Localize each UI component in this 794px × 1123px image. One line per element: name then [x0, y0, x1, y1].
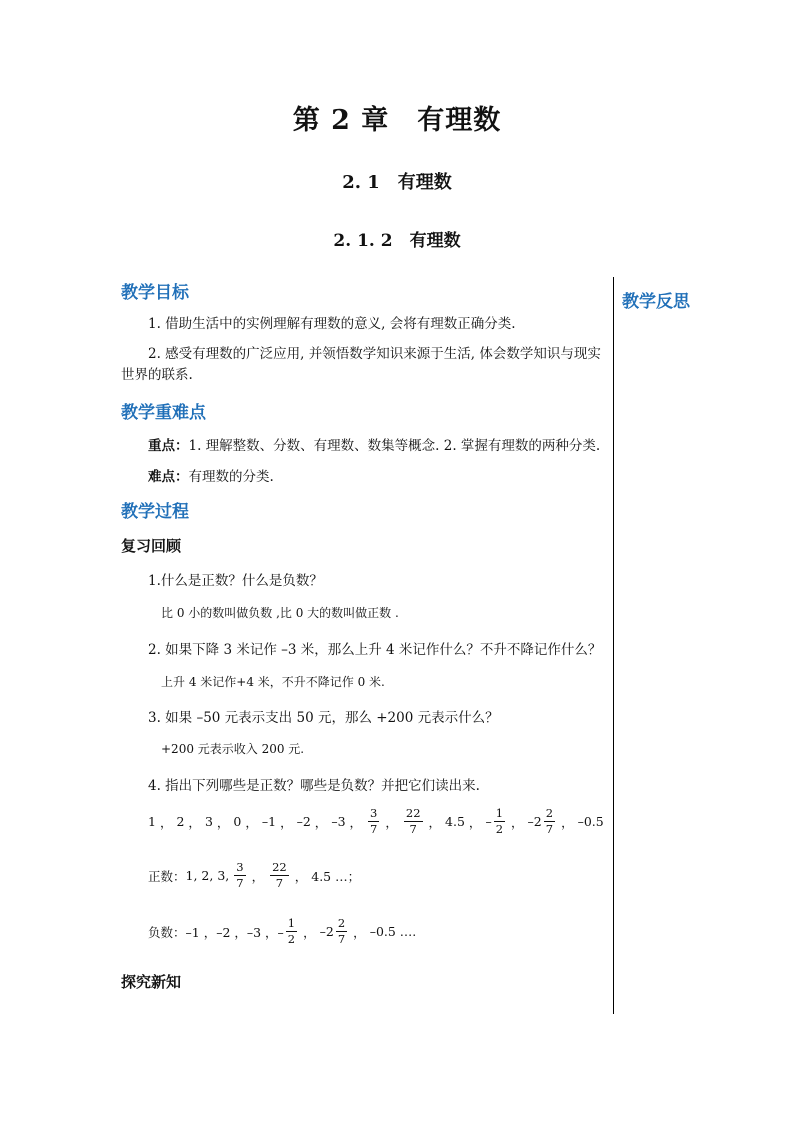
process-heading: 教学过程: [121, 502, 189, 522]
answer-1: 比 0 小的数叫做负数 ,比 0 大的数叫做正数 .: [161, 606, 399, 620]
negative-mixed-2-2-7: – 2 $\frac{2}{7}$: [319, 916, 346, 946]
positive-numbers: 正数： 1, 2, 3, $\frac{3}{7}$ ， $\frac{22}{7}$ ， 4.5 …；: [148, 860, 361, 890]
list-item: –3: [331, 814, 346, 829]
list-item: 1: [148, 814, 156, 829]
keypoints-heading: 教学重难点: [121, 403, 206, 423]
goal-item-2: 2. 感受有理数的广泛应用, 并领悟数学知识来源于生活, 体会数学知识与现实世界的联系.: [121, 346, 601, 383]
subsection-title: 2. 1. 2 有理数: [333, 231, 461, 251]
negative-tail: –0.5 ….: [369, 924, 417, 939]
negative-mixed-2-2-7: – 2 $\frac{2}{7}$: [527, 806, 554, 836]
fraction-3-7: $\frac{3}{7}$: [236, 860, 244, 890]
list-item: –1: [261, 814, 277, 829]
fraction-1-2: $\frac{1}{2}$: [287, 916, 296, 946]
list-item: –2: [296, 814, 311, 829]
key-point-label: 重点：: [148, 438, 189, 454]
answer-3: +200 元表示收入 200 元.: [161, 742, 305, 756]
difficulty-text: 有理数的分类.: [188, 469, 274, 485]
list-item: 2: [176, 814, 185, 829]
positive-lead: 1, 2, 3,: [185, 868, 230, 883]
fraction-22-7: $\frac{22}{7}$: [405, 806, 421, 836]
negative-lead: –1 ，–2 ，–3 ，–: [185, 924, 284, 940]
positive-tail: 4.5 …；: [311, 868, 361, 884]
negative-label: 负数：: [148, 924, 186, 940]
question-3: 3. 如果 –50 元表示支出 50 元，那么 +200 元表示什么？: [148, 710, 499, 726]
column-divider: [613, 277, 614, 1014]
list-item: 0: [233, 814, 242, 829]
question-1: 1.什么是正数？什么是负数？: [148, 573, 323, 589]
chapter-title: 第 2 章 有理数: [292, 105, 502, 136]
difficulty-label: 难点：: [148, 469, 189, 485]
key-point: [148, 434, 600, 454]
question-2: 2. 如果下降 3 米记作 –3 米，那么上升 4 米记作什么？不升不降记作什么？: [148, 642, 602, 658]
negative-numbers: 负数： –1 ，–2 ，–3 ，– $\frac{1}{2}$ ， – 2 $\frac{2}{7}$ ， –0.5 ….: [148, 916, 417, 946]
key-point-text: 1. 理解整数、分数、有理数、数集等概念. 2. 掌握有理数的两种分类.: [188, 438, 601, 454]
fraction-3-7: $\frac{3}{7}$: [370, 806, 378, 836]
answer-2: 上升 4 米记作+4 米，不升不降记作 0 米.: [161, 675, 385, 689]
goal-item-1: 1. 借助生活中的实例理解有理数的意义, 会将有理数正确分类.: [148, 316, 516, 332]
list-item: –0.5: [577, 814, 604, 829]
reflection-heading: 教学反思: [622, 292, 690, 312]
number-list: 1 ， 2 ， 3 ， 0 ， –1 ， –2 ， –3 ， $\frac{3}{7}$ ， $\frac{22}{7}$ ， 4.5 ， – $\frac{1}{2}$ ， – 2 $\frac{2}{7}$ ， –0.5: [148, 806, 604, 836]
positive-label: 正数：: [148, 868, 186, 884]
list-item: 3: [204, 814, 213, 829]
goals-heading: 教学目标: [121, 283, 189, 303]
question-4: 4. 指出下列哪些是正数？哪些是负数？并把它们读出来.: [148, 778, 480, 794]
review-heading: 复习回顾: [121, 537, 182, 555]
fraction-22-7: $\frac{22}{7}$: [272, 860, 287, 890]
list-item: 4.5: [445, 814, 465, 829]
negative-fraction-1-2: – $\frac{1}{2}$: [485, 806, 504, 836]
explore-heading: 探究新知: [121, 973, 182, 991]
difficulty-point: [148, 465, 274, 485]
section-title: 2. 1 有理数: [342, 172, 452, 193]
